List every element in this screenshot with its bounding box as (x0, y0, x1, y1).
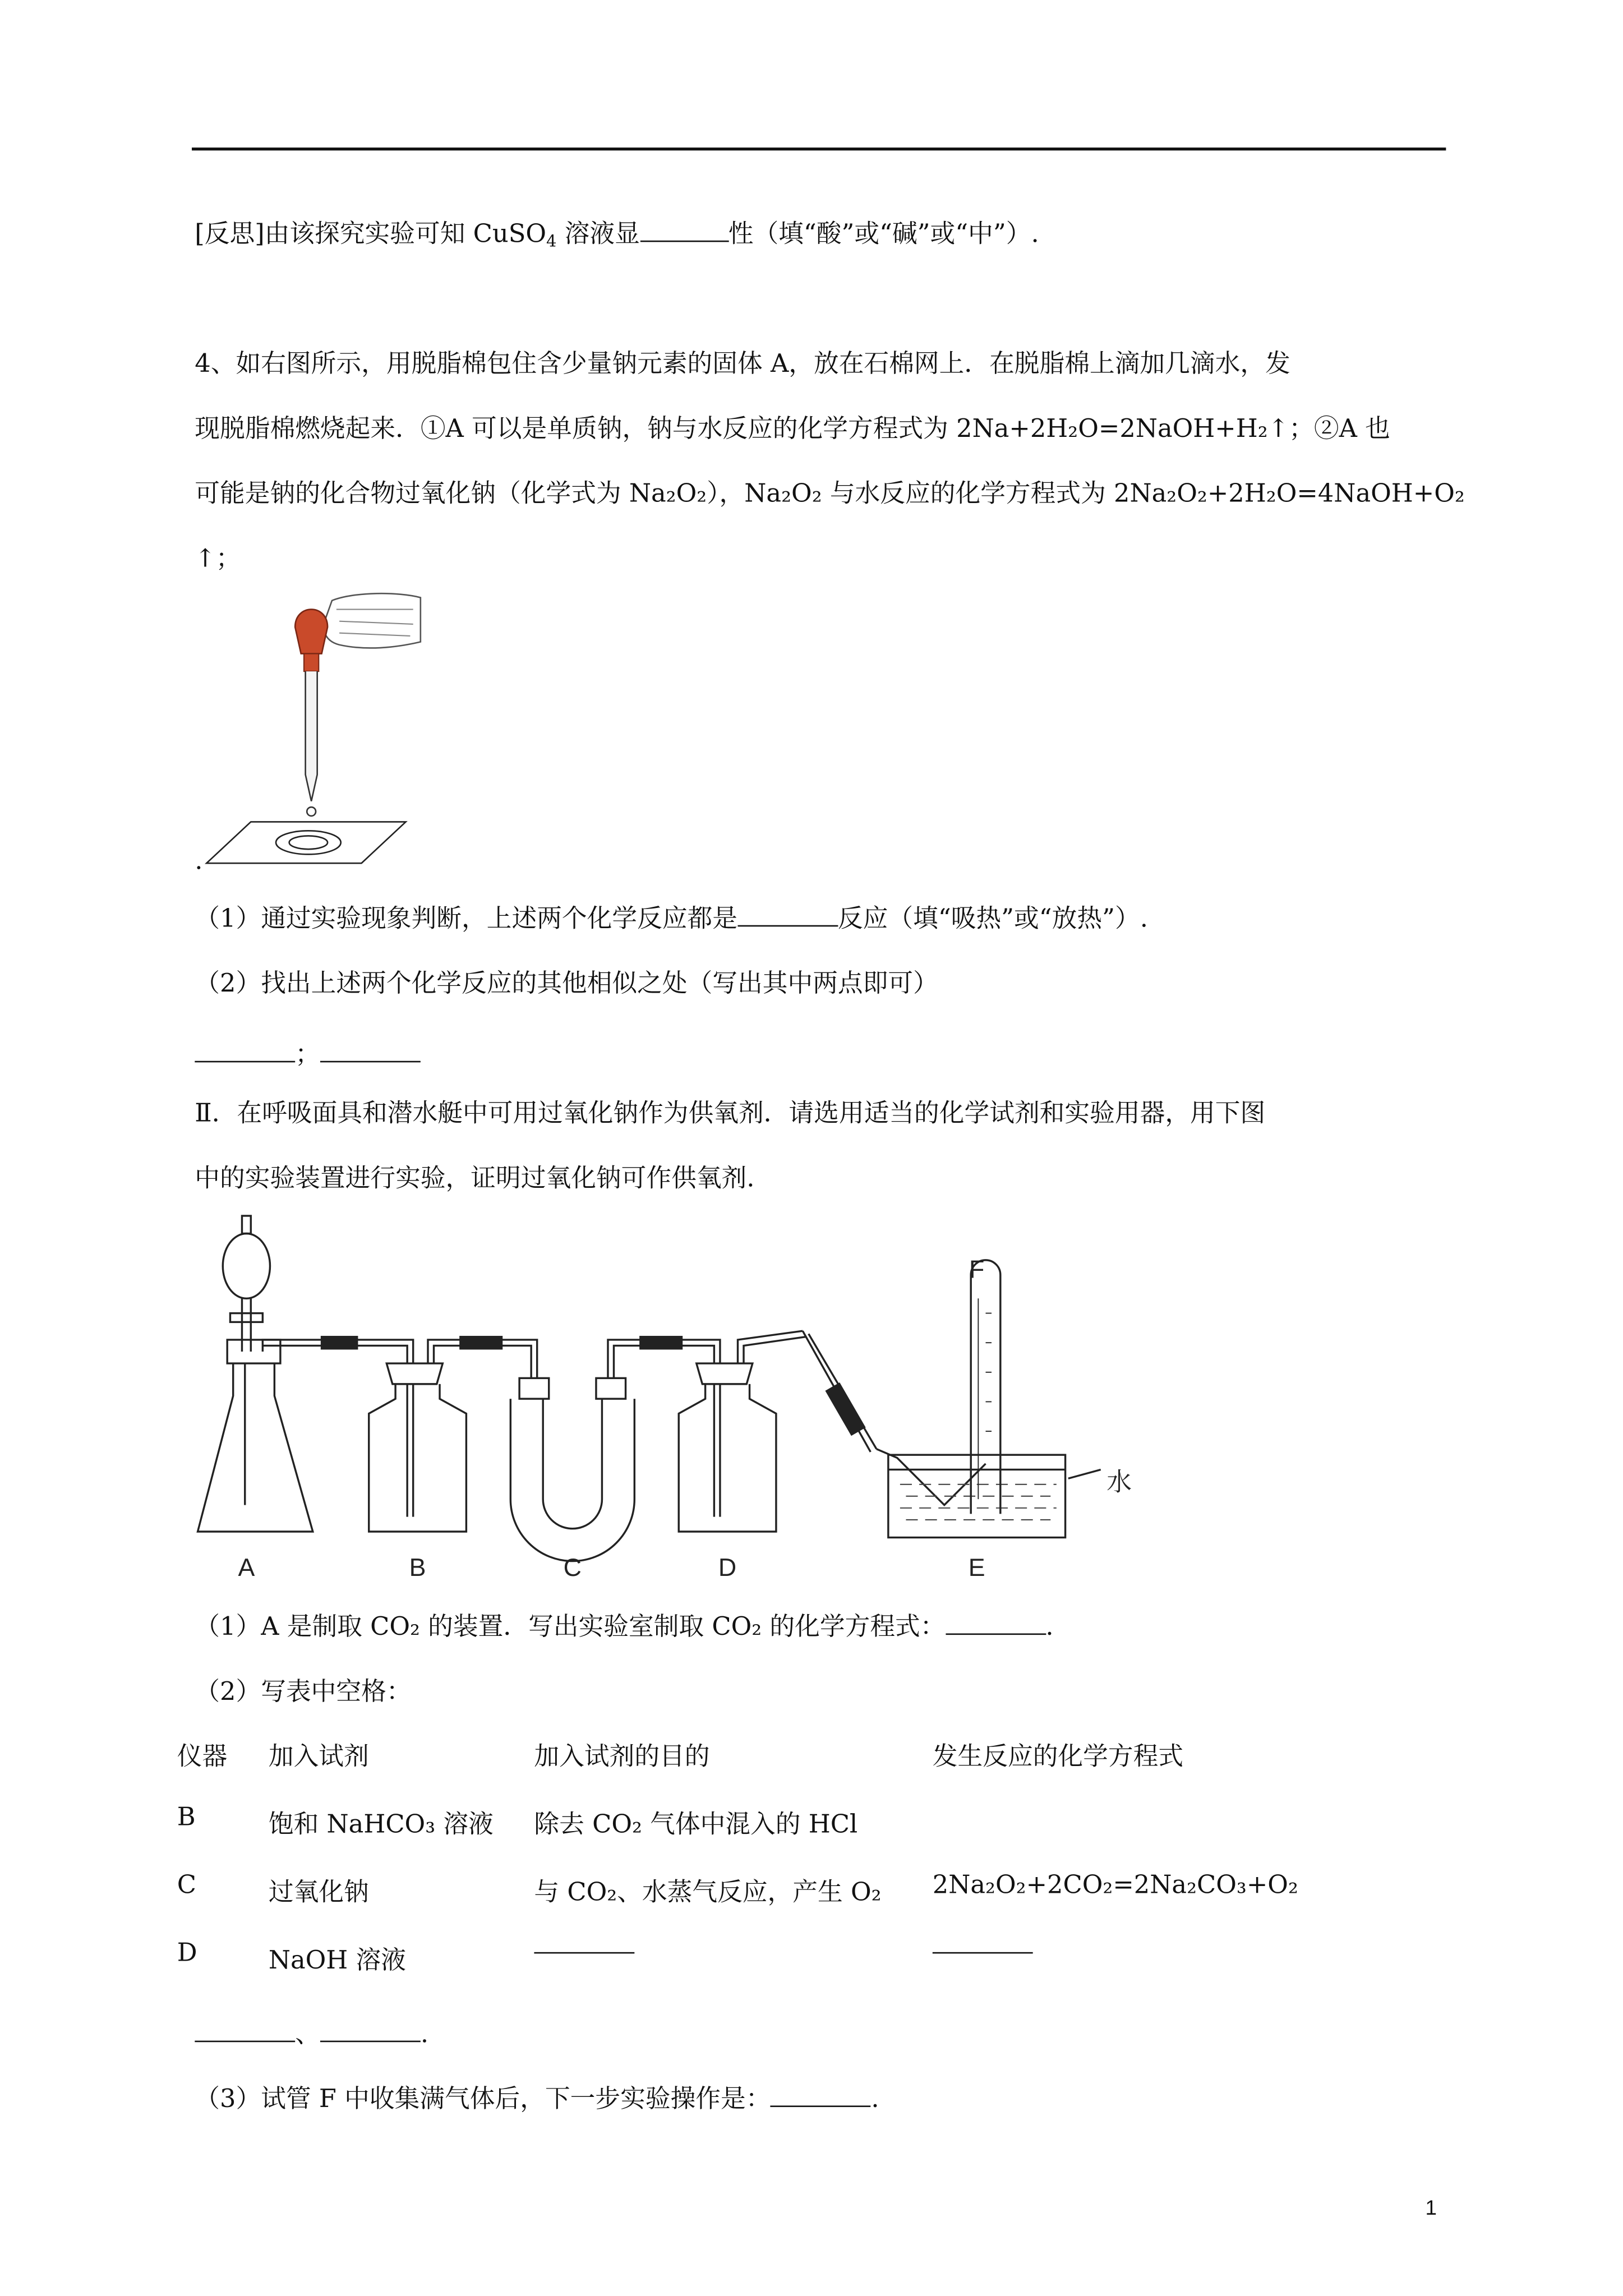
apparatus-C (510, 1378, 634, 1561)
u-tube-left-stopper (519, 1378, 549, 1399)
table-cell-instrument: B (177, 1803, 196, 1833)
bottle-B-stopper (386, 1363, 442, 1384)
table-cell-instrument: D (177, 1939, 197, 1968)
q4-sub1 (195, 897, 1148, 934)
apparatus-D (679, 1331, 805, 1532)
label-D: D (718, 1553, 737, 1582)
u-tube-inner (543, 1399, 602, 1529)
answer-blank-extra-1[interactable] (195, 2039, 295, 2042)
apparatus-diagram (177, 1210, 1151, 1593)
bottle-D (679, 1384, 776, 1532)
rubber-connector-cd (640, 1337, 682, 1349)
q4-line-4: ↑； (195, 544, 241, 574)
rubber-connector-ab (322, 1337, 357, 1349)
u-tube-outer (510, 1399, 634, 1561)
q4-sub1-text: （1）通过实验现象判断，上述两个化学反应都是 (195, 904, 738, 934)
q4-line-2: 现脱脂棉燃烧起来．①A 可以是单质钠，钠与水反应的化学方程式为 2Na+2H₂O=2NaOH+H₂↑；②A 也 (195, 414, 1390, 444)
dropper-neck (304, 654, 319, 672)
p2-q3-text: （3）试管 F 中收集满气体后，下一步实验操作是： (195, 2085, 771, 2115)
p2-q1-text: （1）A 是制取 CO₂ 的装置．写出实验室制取 CO₂ 的化学方程式： (195, 1612, 946, 1643)
part2-line-1: Ⅱ．在呼吸面具和潜水艇中可用过氧化钠作为供氧剂．请选用适当的化学试剂和实验用器，用下图 (195, 1099, 1266, 1129)
hand-fingers (336, 610, 413, 636)
reflection-subscript: 4 (546, 232, 557, 251)
answer-blank-acidity[interactable] (640, 239, 728, 242)
answer-blank-similarity-1[interactable] (195, 1059, 295, 1062)
answer-blank-d-purpose[interactable] (534, 1951, 634, 1953)
table-header-instrument: 仪器 (177, 1742, 228, 1772)
reflection-line (195, 213, 1039, 251)
answer-blank-extra-2[interactable] (320, 2039, 421, 2042)
funnel-bulb (223, 1234, 270, 1299)
trailing-answers (195, 2013, 428, 2050)
table-header-row (0, 1735, 1623, 1771)
label-C: C (563, 1553, 582, 1582)
reflection-suffix: 性（填“酸”或“碱”或“中”）. (728, 220, 1039, 250)
trailing-separator: 、 (295, 2020, 320, 2050)
table-cell-equation: 2Na₂O₂+2CO₂=2Na₂CO₃+O₂ (932, 1871, 1298, 1901)
page-number: 1 (1425, 2195, 1437, 2220)
funnel-stopper (242, 1216, 251, 1234)
apparatus-A (198, 1216, 325, 1532)
table-row (0, 1871, 1623, 1906)
answer-blank-next-step[interactable] (771, 2104, 871, 2107)
test-tube-F (971, 1260, 1000, 1514)
apparatus-B (369, 1340, 467, 1532)
answer-blank-similarity-2[interactable] (320, 1059, 421, 1062)
p2-q1-tail: . (1045, 1612, 1054, 1643)
table-cell-purpose: 除去 CO₂ 气体中混入的 HCl (534, 1810, 858, 1840)
reflection-middle: 溶液显 (556, 220, 640, 250)
header-rule (192, 147, 1446, 150)
answer-blank-co2-equation[interactable] (946, 1632, 1046, 1635)
answer-separator: ； (295, 1040, 320, 1070)
bottle-B (369, 1384, 467, 1532)
erlenmeyer-flask (198, 1363, 313, 1532)
q4-sub1-tail: 反应（填“吸热”或“放热”）. (837, 904, 1148, 934)
bottle-D-stopper (697, 1363, 753, 1384)
table-cell-reagent: 饱和 NaHCO₃ 溶液 (268, 1810, 494, 1840)
rubber-connector-de (827, 1384, 865, 1435)
label-F: F (969, 1256, 985, 1284)
answer-blank-d-equation[interactable] (933, 1951, 1033, 1953)
hand-outline (324, 593, 420, 648)
trailing-end: . (420, 2020, 429, 2050)
table-cell-reagent: 过氧化钠 (268, 1878, 369, 1908)
label-water: 水 (1106, 1467, 1132, 1497)
dropper-bulb (295, 610, 328, 654)
label-A: A (238, 1553, 255, 1582)
p2-q3 (195, 2077, 879, 2114)
dropper-tube (306, 671, 317, 801)
u-tube-right-stopper (596, 1378, 626, 1399)
answer-blank-heat[interactable] (737, 924, 838, 926)
label-E: E (968, 1553, 985, 1582)
rubber-connector-bc (460, 1337, 502, 1349)
part2-line-2: 中的实验装置进行实验，证明过氧化钠可作供氧剂. (195, 1164, 755, 1194)
reflection-prefix: [反思]由该探究实验可知 CuSO (195, 220, 547, 250)
q4-line-1: 4、如右图所示，用脱脂棉包住含少量钠元素的固体 A，放在石棉网上．在脱脂棉上滴加几滴水，发 (195, 349, 1290, 380)
table-row (0, 1803, 1623, 1838)
p2-q1 (195, 1606, 1053, 1643)
asbestos-mesh (206, 822, 405, 863)
p2-q3-tail: . (871, 2085, 879, 2115)
water-label-leader (1068, 1469, 1101, 1478)
dropper-figure (192, 583, 428, 878)
q4-sub2: （2）找出上述两个化学反应的其他相似之处（写出其中两点即可） (195, 969, 938, 999)
flask-stopper (227, 1340, 280, 1363)
table-cell-instrument: C (177, 1871, 196, 1901)
table-row (0, 1939, 1623, 1974)
q4-line-3: 可能是钠的化合物过氧化钠（化学式为 Na₂O₂），Na₂O₂ 与水反应的化学方程式为 2Na₂O₂+2H₂O=4NaOH+O₂ (195, 480, 1465, 509)
table-cell-purpose: 与 CO₂、水蒸气反应，产生 O₂ (534, 1878, 882, 1908)
p2-q2: （2）写表中空格： (195, 1677, 412, 1708)
label-B: B (409, 1553, 426, 1582)
table-header-reagent: 加入试剂 (268, 1742, 369, 1772)
apparatus-F (971, 1260, 1000, 1514)
figure-end-dot: . (195, 847, 203, 877)
table-header-purpose: 加入试剂的目的 (534, 1742, 710, 1772)
apparatus-E (888, 1455, 1101, 1537)
table-header-equation: 发生反应的化学方程式 (932, 1742, 1184, 1772)
table-cell-reagent: NaOH 溶液 (268, 1946, 407, 1976)
funnel-stopcock (230, 1313, 262, 1322)
q4-sub2-answers (195, 1033, 421, 1070)
water-drop (307, 807, 316, 816)
